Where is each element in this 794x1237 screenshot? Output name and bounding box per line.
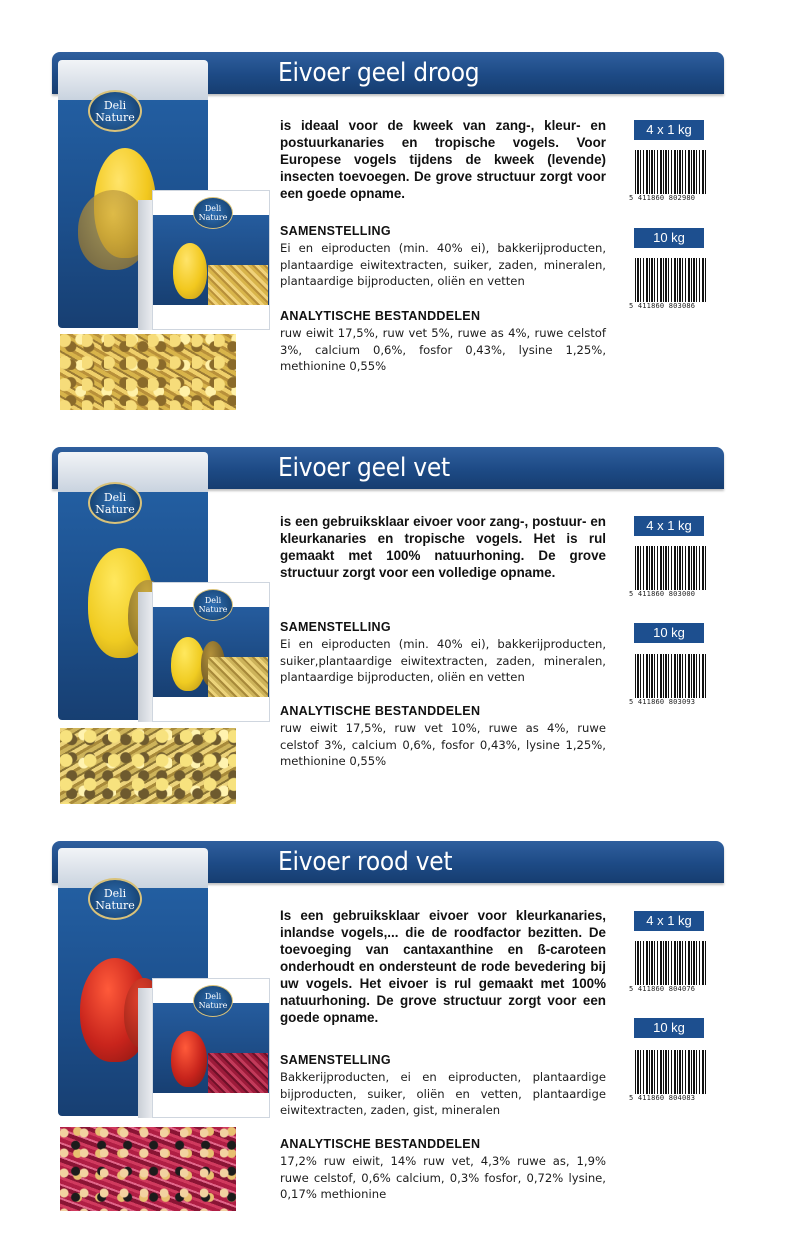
barcode-bars (635, 258, 707, 302)
food-texture-image (60, 334, 236, 410)
barcode (629, 654, 707, 708)
barcode-bars (635, 654, 707, 698)
product-package-image (58, 60, 272, 328)
product-package-image (58, 848, 272, 1116)
product-title: Eivoer rood vet (278, 847, 453, 877)
composition-text: Ei en eiproducten (min. 40% ei), bakkerijproducten, suiker,plantaardige eiwitextracten, zaden, mineralen, plantaardige bijproducten, oliën en vetten (280, 637, 606, 684)
barcode (629, 546, 707, 600)
barcode-number: 5 411860 803086 (629, 302, 696, 310)
composition-heading: SAMENSTELLING (280, 224, 391, 238)
food-texture-image (60, 728, 236, 804)
product-description: Is een gebruiksklaar eivoer voor kleurkanaries, inlandse vogels,... die de roodfactor bezitten. De toevoeging van cantaxanthine en ß-caroteen onderhoudt en ondersteunt de rode bevedering bij uw vogels. Het eivoer is rul gemaakt met 100% natuurhoning. De grove structuur zorgt voor een goede opname. (280, 908, 606, 1025)
product-title: Eivoer geel droog (278, 58, 480, 88)
analysis-heading: ANALYTISCHE BESTANDDELEN (280, 309, 481, 323)
barcode-number: 5 411860 803093 (629, 698, 696, 706)
pack-size-badge: 4 x 1 kg (634, 911, 704, 931)
product-description: is een gebruiksklaar eivoer voor zang-, postuur- en kleurkanaries en tropische vogels. Het is rul gemaakt met 100% natuurhoning. De grove structuur zorgt voor een volledige opname. (280, 514, 606, 580)
barcode (629, 941, 707, 995)
barcode-number: 5 411860 804076 (629, 985, 696, 993)
composition-heading: SAMENSTELLING (280, 620, 391, 634)
analysis-text: ruw eiwit 17,5%, ruw vet 5%, ruwe as 4%, ruwe celstof 3%, calcium 0,6%, fosfor 0,43%, lysine 1,25%, methionine 0,55% (280, 326, 606, 373)
brand-logo: Deli Nature (88, 90, 142, 132)
pack-size-badge: 10 kg (634, 228, 704, 248)
pack-size-badge: 10 kg (634, 1018, 704, 1038)
food-texture-image (60, 1127, 236, 1211)
barcode (629, 258, 707, 312)
barcode (629, 150, 707, 204)
product-box-image: Deli Nature (138, 582, 268, 722)
composition-text: Ei en eiproducten (min. 40% ei), bakkerijproducten, plantaardige eiwitextracten, suiker, zaden, mineralen, plantaardige bijproducten, oliën en vetten (280, 241, 606, 288)
barcode-number: 5 411860 803000 (629, 590, 696, 598)
product-box-image: Deli Nature (138, 190, 268, 330)
pack-size-badge: 4 x 1 kg (634, 120, 704, 140)
composition-text: Bakkerijproducten, ei en eiproducten, plantaardige bijproducten, suiker, oliën en vetten, plantaardige eiwitextracten, zaden, gist, mineralen (280, 1070, 606, 1117)
barcode-number: 5 411860 804083 (629, 1094, 696, 1102)
pack-size-badge: 10 kg (634, 623, 704, 643)
composition-heading: SAMENSTELLING (280, 1053, 391, 1067)
analysis-heading: ANALYTISCHE BESTANDDELEN (280, 704, 481, 718)
product-title: Eivoer geel vet (278, 453, 450, 483)
barcode-number: 5 411860 802980 (629, 194, 696, 202)
brand-logo: Deli Nature (88, 878, 142, 920)
product-description: is ideaal voor de kweek van zang-, kleur- en postuurkanaries en tropische vogels. Voor Europese vogels tijdens de kweek (levende) insecten toevoegen. De grove structuur zorgt voor een goede opname. (280, 118, 606, 201)
analysis-heading: ANALYTISCHE BESTANDDELEN (280, 1137, 481, 1151)
barcode-bars (635, 1050, 707, 1094)
analysis-text: ruw eiwit 17,5%, ruw vet 10%, ruwe as 4%, ruwe celstof 3%, calcium 0,6%, fosfor 0,43%, lysine 1,25%, methionine 0,55% (280, 721, 606, 768)
barcode-bars (635, 150, 707, 194)
pack-size-badge: 4 x 1 kg (634, 516, 704, 536)
barcode-bars (635, 546, 707, 590)
product-box-image: Deli Nature (138, 978, 268, 1118)
barcode-bars (635, 941, 707, 985)
product-package-image (58, 452, 272, 720)
brand-logo: Deli Nature (88, 482, 142, 524)
barcode (629, 1050, 707, 1104)
analysis-text: 17,2% ruw eiwit, 14% ruw vet, 4,3% ruwe as, 1,9% ruwe celstof, 0,6% calcium, 0,3% fosfor, 0,72% lysine, 0,17% methionine (280, 1154, 606, 1201)
